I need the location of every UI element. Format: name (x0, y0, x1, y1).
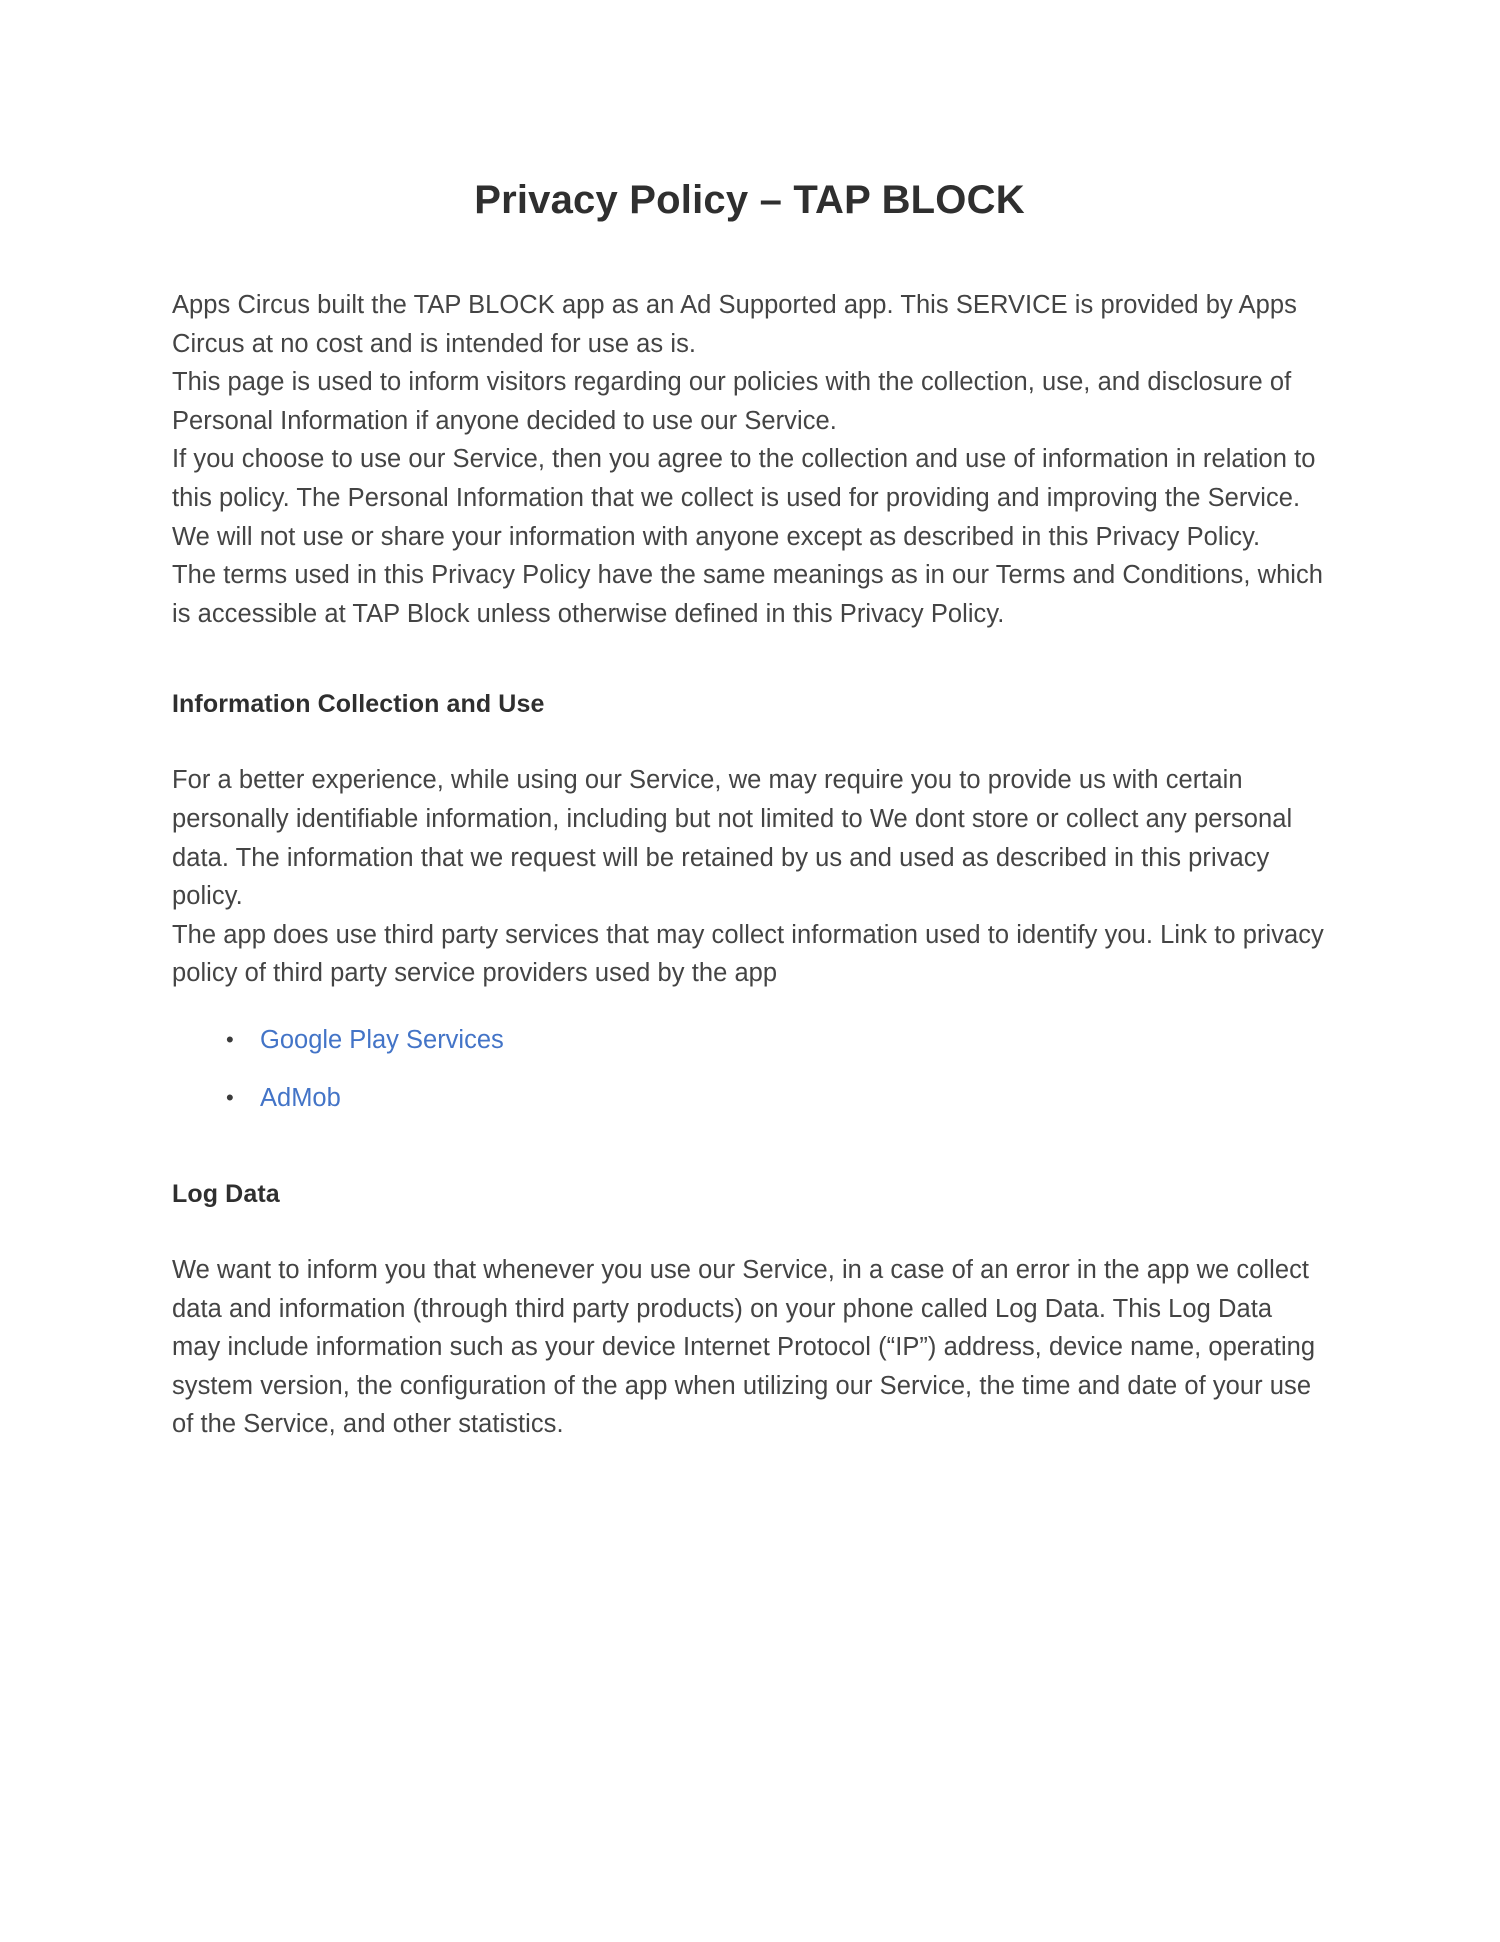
bullet-icon: • (226, 1084, 234, 1110)
intro-paragraph-1: Apps Circus built the TAP BLOCK app as an Ad Supported app. This SERVICE is provided by Apps Circus at no cost and is intended for use as is. (172, 291, 1297, 358)
page-title: Privacy Policy – TAP BLOCK (474, 178, 1025, 222)
information-collection-paragraph-1: For a better experience, while using our Service, we may require you to provide us with certain personally identifiable information, including but not limited to We dont store or collect any personal data. The information that we request will be retained by us and used as described in this privacy policy. (172, 766, 1293, 911)
list-item (226, 1021, 1327, 1059)
list-item (226, 1079, 1327, 1117)
intro-paragraph-2: This page is used to inform visitors regarding our policies with the collection, use, and disclosure of Personal Information if anyone decided to use our Service. (172, 368, 1292, 435)
spacer (172, 993, 1327, 1021)
log-data-paragraph-1: We want to inform you that whenever you use our Service, in a case of an error in the app we collect data and information (through third party products) on your phone called Log Data. This Log Data may include information such as your device Internet Protocol (“IP”) address, device name, operating system version, the configuration of the app when utilizing our Service, the time and date of your use of the Service, and other statistics. (172, 1255, 1316, 1439)
section-heading-information-collection-and-use: Information Collection and Use (172, 690, 545, 719)
information-collection-paragraph-2: The app does use third party services that may collect information used to identify you. Link to privacy policy of third party service providers used by the app (172, 920, 1324, 988)
section-heading-log-data: Log Data (172, 1179, 280, 1208)
link-google-play-services[interactable]: Google Play Services (260, 1025, 504, 1054)
bullet-icon: • (226, 1026, 234, 1052)
document-body (172, 176, 1327, 1444)
spacer (172, 633, 1327, 687)
spacer (172, 1137, 1327, 1177)
third-party-provider-link-list (172, 1021, 1327, 1117)
spacer (172, 721, 1327, 761)
intro-paragraph-4: The terms used in this Privacy Policy have the same meanings as in our Terms and Conditions, which is accessible at TAP Block unless otherwise defined in this Privacy Policy. (172, 561, 1324, 628)
spacer (172, 1211, 1327, 1251)
link-admob[interactable]: AdMob (260, 1083, 341, 1112)
intro-paragraph-3: If you choose to use our Service, then you agree to the collection and use of information in relation to this policy. The Personal Information that we collect is used for providing and improving the Service. We will not use or share your information with anyone except as described in this Privacy Policy. (172, 445, 1316, 551)
